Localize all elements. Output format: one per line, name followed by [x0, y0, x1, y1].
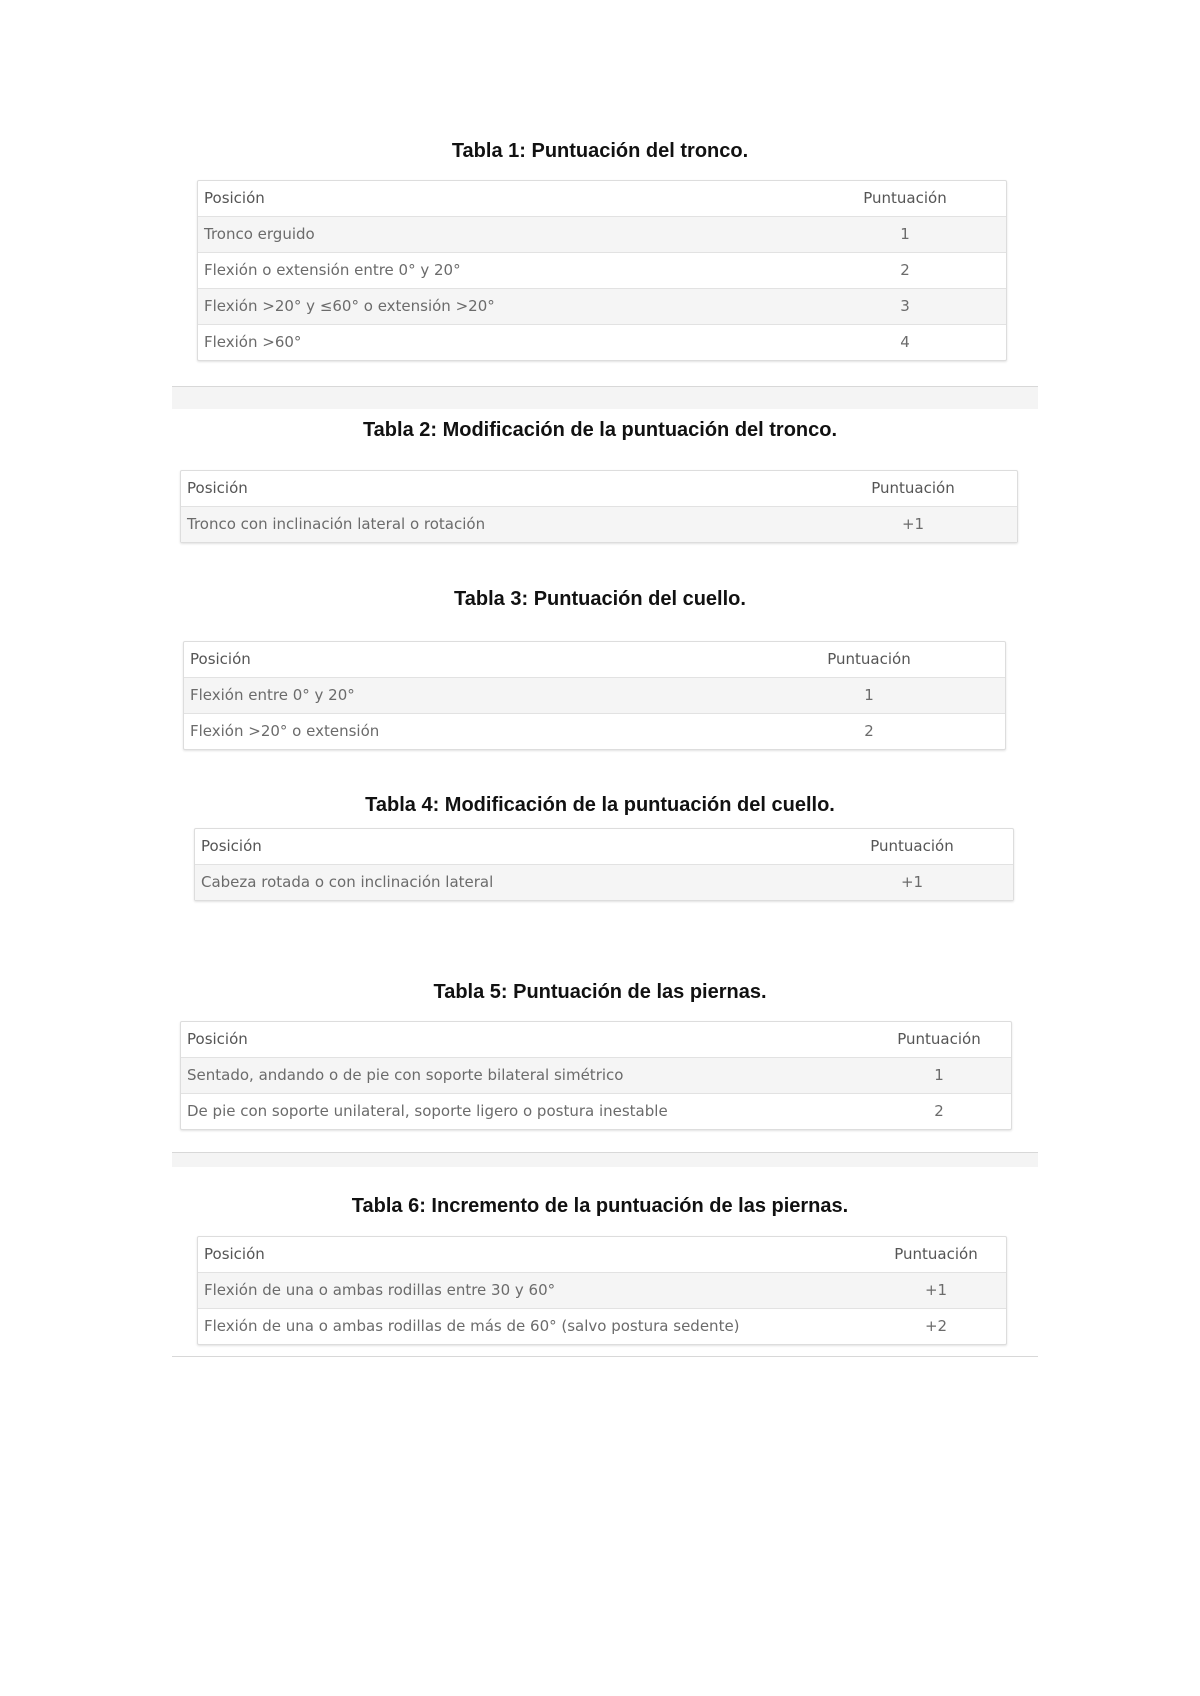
table-3 — [183, 641, 1006, 750]
table-header-row — [195, 829, 1013, 864]
row-score: 4 — [900, 333, 910, 351]
row-score: +1 — [924, 1281, 948, 1299]
table-row — [198, 252, 1006, 288]
row-score: 1 — [900, 225, 910, 243]
table-6-caption: Tabla 6: Incremento de la puntuación de las piernas. — [351, 1195, 849, 1217]
table-row — [198, 324, 1006, 360]
row-score: +1 — [901, 515, 925, 533]
header-position: Posición — [201, 837, 262, 855]
table-3-caption: Tabla 3: Puntuación del cuello. — [454, 588, 746, 610]
table-row — [198, 216, 1006, 252]
divider-band — [172, 1153, 1038, 1167]
table-row — [181, 506, 1017, 542]
row-position: Flexión de una o ambas rodillas de más de 60° (salvo postura sedente) — [204, 1317, 740, 1335]
table-row — [184, 713, 1005, 749]
table-1 — [197, 180, 1007, 361]
row-position: Flexión >60° — [204, 333, 302, 351]
table-row — [198, 288, 1006, 324]
table-row — [195, 864, 1013, 900]
table-1-caption: Tabla 1: Puntuación del tronco. — [451, 140, 749, 162]
table-header-row — [181, 471, 1017, 506]
row-position: Flexión o extensión entre 0° y 20° — [204, 261, 461, 279]
row-position: Flexión de una o ambas rodillas entre 30 y 60° — [204, 1281, 556, 1299]
row-position: Cabeza rotada o con inclinación lateral — [201, 873, 494, 891]
table-row — [181, 1057, 1011, 1093]
row-position: De pie con soporte unilateral, soporte ligero o postura inestable — [187, 1102, 668, 1120]
divider — [172, 1356, 1038, 1357]
table-row — [181, 1093, 1011, 1129]
header-position: Posición — [190, 650, 251, 668]
header-score: Puntuación — [870, 837, 954, 855]
row-score: 2 — [934, 1102, 944, 1120]
row-position: Tronco erguido — [204, 225, 315, 243]
table-5-caption: Tabla 5: Puntuación de las piernas. — [433, 981, 767, 1003]
header-score: Puntuación — [894, 1245, 978, 1263]
table-header-row — [181, 1022, 1011, 1057]
header-position: Posición — [204, 1245, 265, 1263]
row-score: 2 — [900, 261, 910, 279]
table-header-row — [184, 642, 1005, 677]
row-score: +2 — [924, 1317, 948, 1335]
table-2 — [180, 470, 1018, 543]
header-position: Posición — [187, 1030, 248, 1048]
row-score: 3 — [900, 297, 910, 315]
table-5 — [180, 1021, 1012, 1130]
row-score: 1 — [934, 1066, 944, 1084]
table-6 — [197, 1236, 1007, 1345]
row-position: Tronco con inclinación lateral o rotación — [187, 515, 486, 533]
row-score: +1 — [900, 873, 924, 891]
header-score: Puntuación — [827, 650, 911, 668]
row-position: Flexión >20° o extensión — [190, 722, 380, 740]
header-score: Puntuación — [863, 189, 947, 207]
row-position: Flexión >20° y ≤60° o extensión >20° — [204, 297, 495, 315]
header-score: Puntuación — [897, 1030, 981, 1048]
table-header-row — [198, 1237, 1006, 1272]
row-position: Sentado, andando o de pie con soporte bilateral simétrico — [187, 1066, 624, 1084]
table-row — [184, 677, 1005, 713]
divider-band — [172, 387, 1038, 409]
table-row — [198, 1308, 1006, 1344]
table-header-row — [198, 181, 1006, 216]
row-position: Flexión entre 0° y 20° — [190, 686, 355, 704]
table-row — [198, 1272, 1006, 1308]
table-4 — [194, 828, 1014, 901]
header-position: Posición — [187, 479, 248, 497]
row-score: 2 — [864, 722, 874, 740]
row-score: 1 — [864, 686, 874, 704]
header-position: Posición — [204, 189, 265, 207]
table-4-caption: Tabla 4: Modificación de la puntuación del cuello. — [365, 794, 835, 816]
header-score: Puntuación — [871, 479, 955, 497]
table-2-caption: Tabla 2: Modificación de la puntuación del tronco. — [362, 419, 838, 441]
